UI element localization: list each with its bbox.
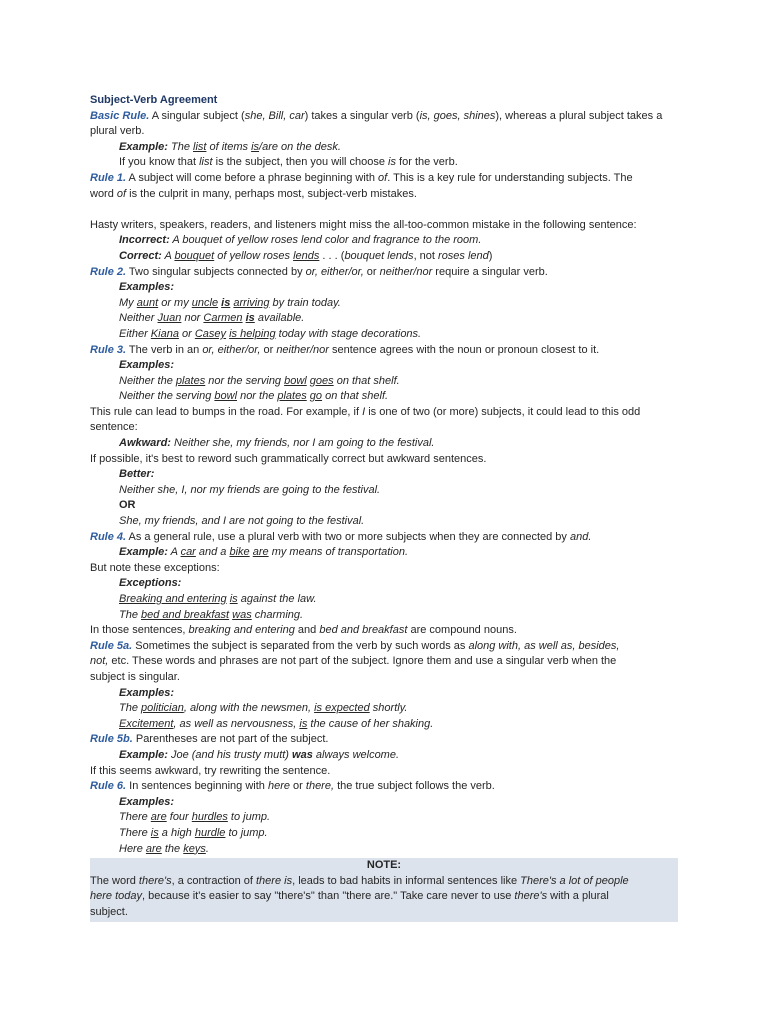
rule5b-line: Rule 5b. Parentheses are not part of the subject.: [90, 733, 329, 746]
rule1-hasty: Hasty writers, speakers, readers, and listeners might miss the all-too-common mistake in the following sentence:: [90, 218, 637, 231]
rule3-or: OR: [119, 499, 136, 512]
rule-label: Rule 2.: [90, 265, 127, 278]
rule6-example-1: There are four hurdles to jump.: [119, 811, 271, 824]
rule4-but: But note these exceptions:: [90, 561, 220, 574]
rule3-line: Rule 3. The verb in an or, either/or, or neither/nor sentence agrees with the noun or pronoun closest to it.: [90, 343, 600, 356]
rule1-line-1: Rule 1. A subject will come before a phrase beginning with of. This is a key rule for understanding subjects. The: [90, 171, 633, 184]
rule4-exception-1: Breaking and entering is against the law.: [119, 593, 317, 605]
rule3-awkward: Awkward: Neither she, my friends, nor I am going to the festival.: [119, 437, 435, 450]
rule3-example-1: Neither the plates nor the serving bowl goes on that shelf.: [119, 374, 400, 387]
note-box: [90, 858, 678, 922]
rule1-line-2: word of is the culprit in many, perhaps most, subject-verb mistakes.: [90, 187, 417, 200]
rule3-bumps-1: This rule can lead to bumps in the road. For example, if I is one of two (or more) subjects, it could lead to this odd: [90, 405, 641, 418]
rule2-example-2: Neither Juan nor Carmen is available.: [119, 312, 305, 325]
rule6-example-3: Here are the keys.: [119, 842, 209, 855]
rule5a-example-1: The politician, along with the newsmen, is expected shortly.: [119, 702, 408, 715]
document-page: [90, 93, 678, 922]
rule5b-example: Example: Joe (and his trusty mutt) was always welcome.: [119, 748, 400, 761]
rule5a-examples-label: Examples:: [119, 686, 175, 699]
rule3-better-label: Better:: [119, 468, 155, 481]
rule-label: Rule 3.: [90, 343, 127, 356]
rule5a-line-1: Rule 5a. Sometimes the subject is separated from the verb by such words as along with, as well as, besides,: [90, 639, 620, 652]
rule3-example-2: Neither the serving bowl nor the plates go on that shelf.: [119, 390, 389, 403]
rule2-line: Rule 2. Two singular subjects connected by or, either/or, or neither/nor require a singular verb.: [90, 265, 548, 278]
rule2-examples-label: Examples:: [119, 281, 175, 294]
rule3-better-2: She, my friends, and I are not going to the festival.: [119, 515, 365, 528]
rule-label: Basic Rule.: [90, 109, 150, 122]
rule3-bumps-2: sentence:: [90, 421, 138, 434]
note-line-3: subject.: [90, 905, 128, 918]
rule3-reword: If possible, it's best to reword such grammatically correct but awkward sentences.: [90, 452, 487, 465]
basic-example: Example: The list of items is/are on the desk.: [119, 140, 341, 153]
rule5a-example-2: Excitement, as well as nervousness, is the cause of her shaking.: [119, 717, 434, 730]
rule1-correct: Correct: A bouquet of yellow roses lends . . . (bouquet lends, not roses lend): [119, 249, 493, 262]
note-line-1: The word there's, a contraction of there is, leads to bad habits in informal sentences like There's a lot of people: [90, 874, 629, 887]
rule3-examples-label: Examples:: [119, 359, 175, 372]
rule-label: Rule 5a.: [90, 639, 133, 652]
rule4-compound-note: In those sentences, breaking and entering and bed and breakfast are compound nouns.: [90, 624, 517, 637]
rule6-line: Rule 6. In sentences beginning with here or there, the true subject follows the verb.: [90, 780, 495, 793]
basic-explanation: If you know that list is the subject, then you will choose is for the verb.: [119, 156, 458, 169]
note-heading: NOTE:: [366, 859, 402, 872]
spacer: [90, 202, 678, 218]
rule4-example: Example: A car and a bike are my means of transportation.: [119, 546, 409, 559]
basic-rule-line-1: Basic Rule. A singular subject (she, Bill, car) takes a singular verb (is, goes, shines), whereas a plural subject takes a: [90, 109, 663, 122]
rule5a-line-3: subject is singular.: [90, 670, 180, 683]
rule6-examples-label: Examples:: [119, 795, 175, 808]
rule-label: Rule 5b.: [90, 733, 133, 746]
rule-label: Rule 6.: [90, 780, 127, 793]
rule4-exceptions-label: Exceptions:: [119, 577, 182, 590]
page-title: Subject-Verb Agreement: [90, 94, 218, 106]
rule1-incorrect: Incorrect: A bouquet of yellow roses lend color and fragrance to the room.: [119, 234, 482, 247]
note-line-2: here today, because it's easier to say "there's" than "there are." Take care never to use there's with a plural: [90, 890, 609, 903]
rule-label: Rule 4.: [90, 530, 127, 543]
rule2-example-3: Either Kiana or Casey is helping today with stage decorations.: [119, 327, 422, 340]
basic-rule-line-2: plural verb.: [90, 125, 145, 138]
rule3-better-1: Neither she, I, nor my friends are going to the festival.: [119, 483, 381, 496]
rule6-example-2: There is a high hurdle to jump.: [119, 826, 268, 839]
rule4-line: Rule 4. As a general rule, use a plural verb with two or more subjects when they are connected by and.: [90, 530, 592, 543]
rule2-example-1: My aunt or my uncle is arriving by train today.: [119, 296, 341, 309]
rule5a-line-2: not, etc. These words and phrases are not part of the subject. Ignore them and use a singular verb when the: [90, 655, 617, 668]
rule5b-after: If this seems awkward, try rewriting the sentence.: [90, 764, 331, 777]
rule-label: Rule 1.: [90, 171, 127, 184]
rule4-exception-2: The bed and breakfast was charming.: [119, 608, 304, 621]
